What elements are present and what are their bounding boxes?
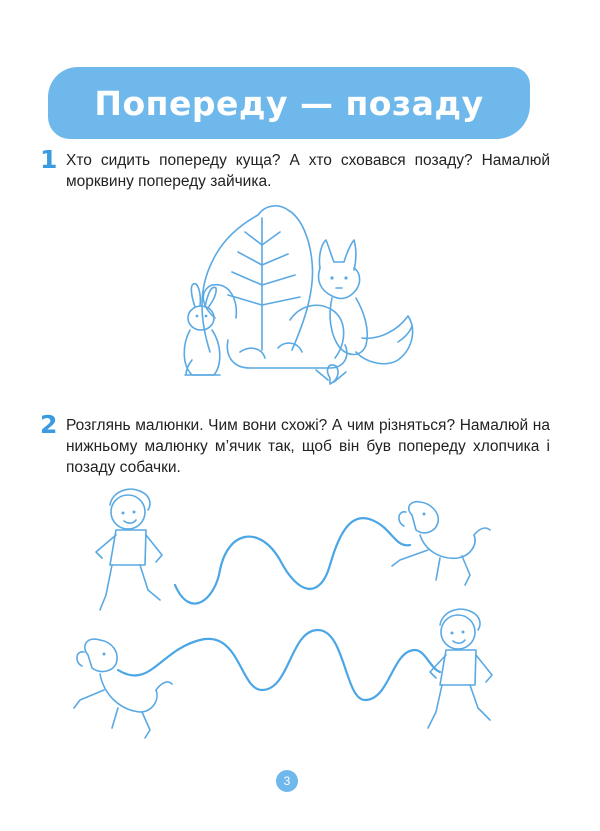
dog-illustration-bottom bbox=[74, 639, 172, 738]
task-number: 2 bbox=[40, 410, 58, 439]
bush-illustration bbox=[202, 206, 347, 384]
task-text: Хто сидить попереду куща? А хто сховався позаду? Намалюй морквину попереду зайчика. bbox=[66, 152, 550, 190]
task-number: 1 bbox=[40, 145, 58, 174]
fox-illustration bbox=[319, 240, 413, 364]
dog-illustration-top bbox=[392, 502, 490, 585]
boy-illustration-bottom bbox=[428, 609, 492, 728]
wavy-leash-top bbox=[175, 518, 410, 603]
page-title: Попереду — позаду bbox=[94, 83, 484, 123]
page-number: 3 bbox=[276, 770, 298, 792]
task-text: Розглянь малюнки. Чим вони схожі? А чим різняться? Намалюй на нижньому малюнку м’ячик так, щоб він був попереду хлопчика і позаду собачки. bbox=[66, 417, 550, 476]
wavy-leash-bottom bbox=[118, 630, 440, 700]
boy-illustration-top bbox=[96, 489, 162, 610]
